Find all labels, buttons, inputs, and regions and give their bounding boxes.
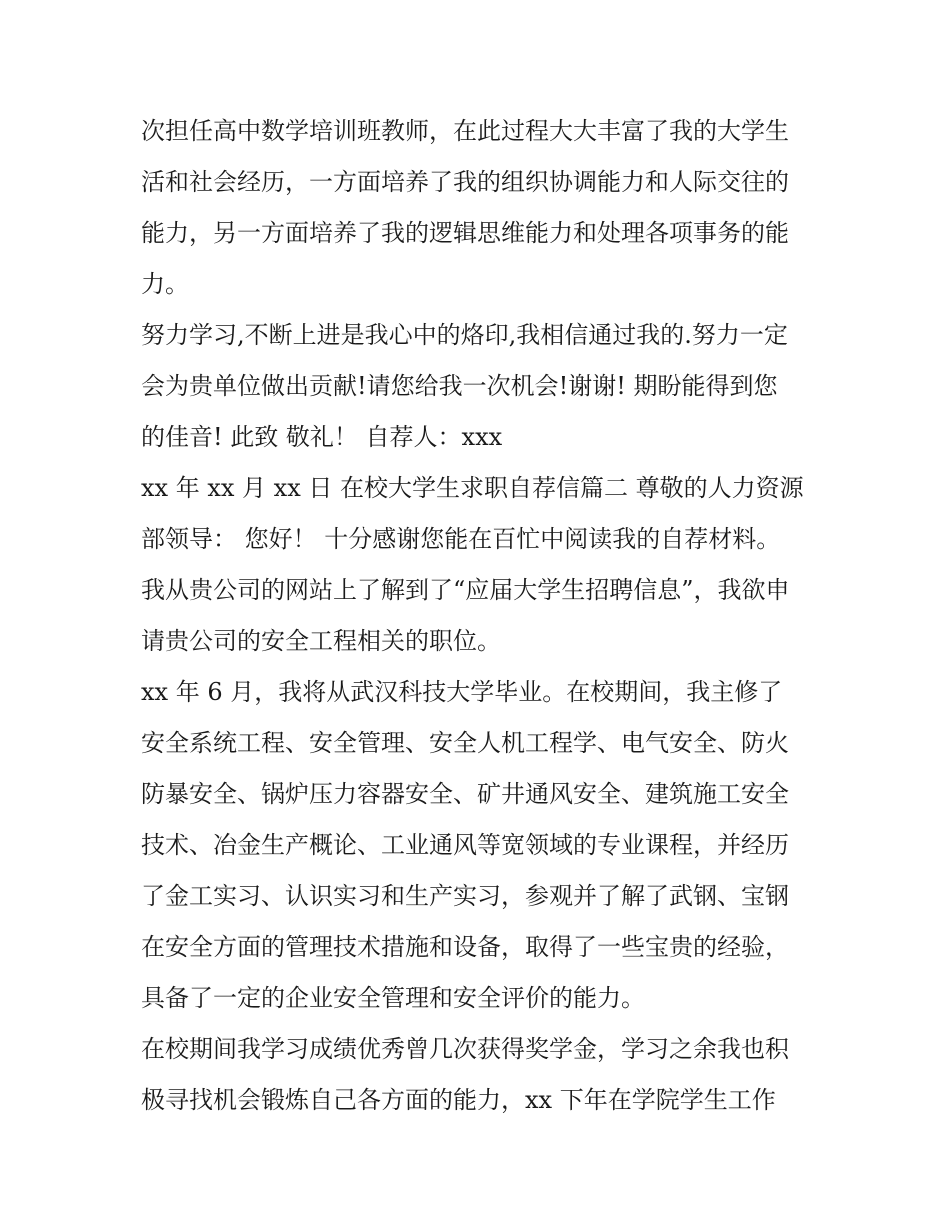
text-line: 安全系统工程、安全管理、安全人机工程学、电气安全、防火 <box>141 729 789 757</box>
text-line: 部领导： 您好！ 十分感谢您能在百忙中阅读我的自荐材料。 <box>141 525 781 553</box>
text-line: 在安全方面的管理技术措施和设备，取得了一些宝贵的经验， <box>141 933 789 961</box>
text-line: 极寻找机会锻炼自己各方面的能力，xx 下年在学院学生工作 <box>141 1086 776 1114</box>
text-line: 了金工实习、认识实习和生产实习，参观并了解了武钢、宝钢 <box>141 882 789 910</box>
text-line: 能力，另一方面培养了我的逻辑思维能力和处理各项事务的能 <box>141 219 789 247</box>
text-line: 努力学习,不断上进是我心中的烙印,我相信通过我的.努力一定 <box>141 321 788 349</box>
text-line: xx 年 6 月，我将从武汉科技大学毕业。在校期间，我主修了 <box>141 678 783 706</box>
text-line: xx 年 xx 月 xx 日 在校大学生求职自荐信篇二 尊敬的人力资源 <box>141 474 804 502</box>
text-line: 活和社会经历，一方面培养了我的组织协调能力和人际交往的 <box>141 168 789 196</box>
document-body <box>141 106 831 1126</box>
text-line: 具备了一定的企业安全管理和安全评价的能力。 <box>141 984 645 1012</box>
text-line: 在校期间我学习成绩优秀曾几次获得奖学金，学习之余我也积 <box>141 1035 789 1063</box>
text-line: 我从贵公司的网站上了解到了“应届大学生招聘信息”，我欲申 <box>141 576 790 604</box>
text-line: 次担任高中数学培训班教师，在此过程大大丰富了我的大学生 <box>141 117 789 145</box>
text-line: 防暴安全、锅炉压力容器安全、矿井通风安全、建筑施工安全 <box>141 780 789 808</box>
text-line: 会为贵单位做出贡献!请您给我一次机会!谢谢! 期盼能得到您 <box>141 372 778 400</box>
text-line: 技术、冶金生产概论、工业通风等宽领域的专业课程，并经历 <box>141 831 789 859</box>
text-line: 请贵公司的安全工程相关的职位。 <box>141 627 501 655</box>
text-line: 力。 <box>141 270 189 298</box>
text-line: 的佳音! 此致 敬礼！ 自荐人：xxx <box>141 423 503 451</box>
